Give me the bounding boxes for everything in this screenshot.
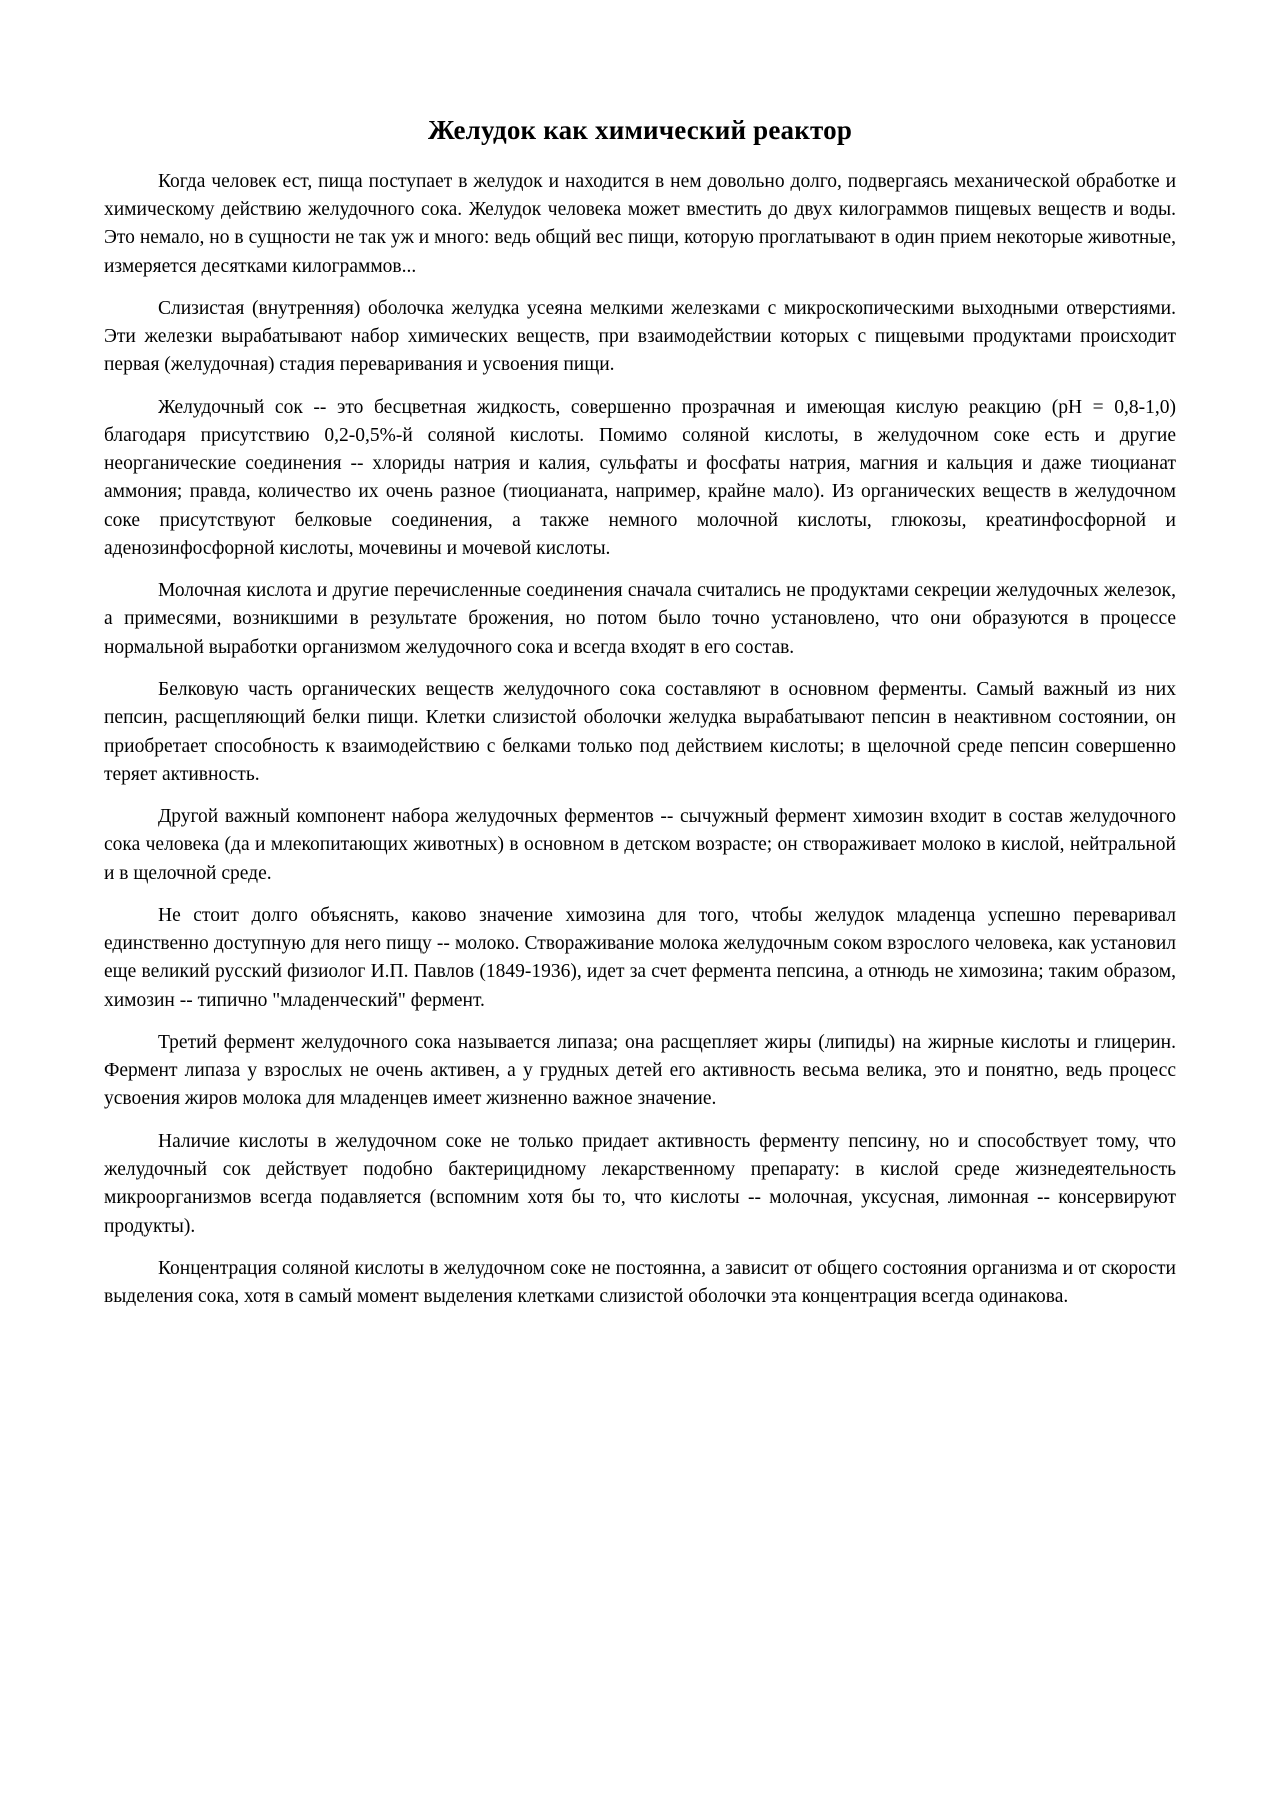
paragraph-8: Третий фермент желудочного сока называется липаза; она расщепляет жиры (липиды) на жирные кислоты и глицерин. Фермент липаза у взрослых не очень активен, а у грудных детей его активность весьма велика, это и понятно, ведь процесс усвоения жиров молока для младенцев имеет жизненно важное значение. bbox=[104, 1031, 1176, 1110]
paragraph-2: Слизистая (внутренняя) оболочка желудка усеяна мелкими железками с микроскопическими выходными отверстиями. Эти железки вырабатывают набор химических веществ, при взаимодействии которых с пищевыми продуктами происходит первая (желудочная) стадия переваривания и усвоения пищи. bbox=[104, 297, 1176, 376]
paragraph-5: Белковую часть органических веществ желудочного сока составляют в основном ферменты. Самый важный из них пепсин, расщепляющий белки пищи. Клетки слизистой оболочки желудка вырабатывают пепсин в неактивном состоянии, он приобретает способность к взаимодействию с белками только под действием кислоты; в щелочной среде пепсин совершенно теряет активность. bbox=[104, 679, 1176, 785]
paragraph-3: Желудочный сок -- это бесцветная жидкость, совершенно прозрачная и имеющая кислую реакцию (pH = 0,8-1,0) благодаря присутствию 0,2-0,5%-й соляной кислоты. Помимо соляной кислоты, в желудочном соке есть и другие неорганические соединения -- хлориды натрия и калия, сульфаты и фосфаты натрия, магния и кальция и даже тиоцианат аммония; правда, количество их очень разное (тиоцианата, например, крайне мало). Из органических веществ в желудочном соке присутствуют белковые соединения, а также немного молочной кислоты, глюкозы, креатинфосфорной и аденозинфосфорной кислоты, мочевины и мочевой кислоты. bbox=[104, 396, 1176, 559]
paragraph-4: Молочная кислота и другие перечисленные соединения сначала считались не продуктами секреции желудочных железок, а примесями, возникшими в результате брожения, но потом было точно установлено, что они образуются в процессе нормальной выработки организмом желудочного сока и всегда входят в его состав. bbox=[104, 580, 1176, 658]
paragraph-10: Концентрация соляной кислоты в желудочном соке не постоянна, а зависит от общего состояния организма и от скорости выделения сока, хотя в самый момент выделения клетками слизистой оболочки эта концентрация всегда одинакова. bbox=[104, 1257, 1176, 1308]
paragraph-9: Наличие кислоты в желудочном соке не только придает активность ферменту пепсину, но и способствует тому, что желудочный сок действует подобно бактерицидному лекарственному препарату: в кислой среде жизнедеятельность микроорганизмов всегда подавляется (вспомним хотя бы то, что кислоты -- молочная, уксусная, лимонная -- консервируют продукты). bbox=[104, 1130, 1176, 1237]
page-title: Желудок как химический реактор bbox=[427, 115, 853, 145]
paragraph-1: Когда человек ест, пища поступает в желудок и находится в нем довольно долго, подвергаясь механической обработке и химическому действию желудочного сока. Желудок человека может вместить до двух килограммов пищевых веществ и воды. Это немало, но в сущности не так уж и много: ведь общий вес пищи, которую проглатывают в один прием некоторые животные, измеряется десятками килограммов... bbox=[104, 170, 1176, 277]
paragraph-7: Не стоит долго объяснять, каково значение химозина для того, чтобы желудок младенца успешно переваривал единственно доступную для него пищу -- молоко. Створаживание молока желудочным соком взрослого человека, как установил еще великий русский физиолог И.П. Павлов (1849-1936), идет за счет фермента пепсина, а отнюдь не химозина; таким образом, химозин -- типично "младенческий" фермент. bbox=[104, 904, 1176, 1011]
paragraph-6: Другой важный компонент набора желудочных ферментов -- сычужный фермент химозин входит в состав желудочного сока человека (да и млекопитающих животных) в основном в детском возрасте; он створаживает молоко в кислой, нейтральной и в щелочной среде. bbox=[104, 806, 1176, 884]
